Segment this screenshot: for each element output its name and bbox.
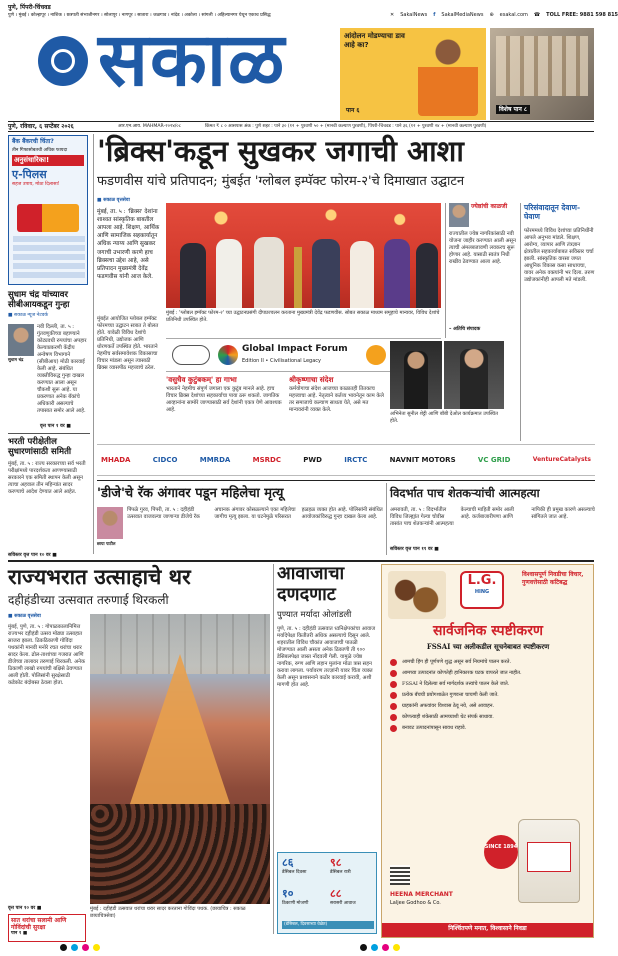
ad-headline: आंदोलन मोडण्याचा डाव आहे का? [344, 32, 405, 49]
sponsor-logo-5: PWD [303, 455, 322, 464]
forum-title: Global Impact Forum [242, 344, 348, 354]
promo-question: बैंक बैंकरची चिंता? [12, 138, 54, 145]
sponsor-logo-4: MSRDC [252, 455, 281, 464]
edition-line: पुणे, पिंपरी-चिंचवड [8, 4, 51, 11]
promo-brand: ए-पिलस [12, 167, 47, 181]
speaker-2-figure [460, 349, 488, 409]
x-icon: ✕ [390, 12, 395, 18]
lead-byline: ■ सकाळ वृत्तसेवा [97, 198, 130, 203]
social-handle-1[interactable]: SakalNews [400, 12, 428, 18]
festival-headline[interactable]: राज्यभरात उत्साहाचे थर [8, 564, 191, 589]
left-story-1-more[interactable]: वृत्त पान १ वर ■ [40, 424, 71, 429]
brief-portrait [449, 203, 469, 227]
noise-text: पुणे, ता. ५ : दहीहंडी उत्सवात ध्वनिक्षेपकांचा आवाज मर्यादेपेक्षा कितीतरी अधिक असल्याचे दिसून आले. शहरातील विविध चौकांत आवाजाची पातळी मोजण्यात आली असता अनेक ठिकाणी ती १०० डेसिबलपेक्षा जास्त नोंदवली गेली. यामुळे ज्येष्ठ नागरिक, रुग्ण आणि लहान मुलांना मोठा त्रास सहन करावा लागला. पर्यावरण तज्ज्ञांनी यावर चिंता व्यक्त केली असून प्रशासनाने कठोर कारवाई करावी, अशी मागणी होत आहे. [277, 626, 376, 689]
cities-strip: पुणे । मुंबई । कोल्हापूर । नाशिक । छत्रपती संभाजीनगर । सोलापूर । नागपूर । सातारा । जळगाव । नांदेड । अकोला । सांगली । अहिल्यानगर येथून एकाच प्रसिद्ध [8, 13, 271, 18]
ad-since-badge: SINCE 1894 [484, 835, 518, 869]
victim-name: छाया पाटील [97, 541, 116, 546]
festival-text: मुंबई, पुणे, ता. ५ : गोपाळकालानिमित्त राज्यभर दहीहंडी उत्सव मोठ्या उत्साहात साजरा झाला. ठिकठिकाणी गोविंदा पथकांनी मानवी मनोरे रचत थरांचा थरार सादर केला. ढोल-ताशांच्या गजरात आणि डीजेच्या तालावर तरुणाई थिरकली. अनेक ठिकाणी लाखो रुपयांची बक्षिसे ठेवण्यात आली होती. पोलिसांनी सुरक्षेसाठी कडेकोट बंदोबस्त ठेवला होता. [8, 624, 85, 687]
boxed-brief-title: सात थरांचा सलामी आणि गोविंदांची सुरक्षा [11, 917, 67, 932]
festival-subhead: दहीहंडीच्या उत्सवात तरुणाई थिरकली [8, 593, 169, 607]
left-story-2-text: मुंबई, ता. ५ : राज्य सरकारच्या सर्व भरती परीक्षांमध्ये पारदर्शकता आणण्यासाठी सरकारने एक समिती स्थापन केली असून त्याचा अहवाल तीन महिन्यांत सादर करण्याचे आदेश देण्यात आले आहेत. [8, 461, 86, 496]
price-info: किंमत ₹ ८ ० आसपास अंक : पुणे शहर : पाने ३० (१२ + पुरवणी ५० + (मानवी कल्याण पुरवणी), पिंपरी-चिंचवड : पाने ३६ (१२ + पुरवणी २४ + (मानवी कल्याण पुरवणी) [205, 124, 487, 129]
noise-stat-4 [330, 887, 374, 906]
phone-icon: ☎ [533, 12, 541, 18]
ad-point-text: कोणत्याही शंकेसाठी आमच्याशी थेट संपर्क साधावा. [402, 714, 494, 720]
ad-company: Laljee Godhoo & Co. [390, 900, 441, 906]
social-bar [390, 12, 618, 18]
speaker-caption: अभिनेता सुनील शेट्टी आणि बॉबी देओल कार्यक्रमात उपस्थित होते. [390, 411, 498, 424]
promo-title: अनुसंधारिका! [12, 155, 84, 166]
masthead-logo-area [10, 17, 350, 104]
brief-author: – अतिथि संपादक [449, 327, 481, 332]
ad-point-text: FSSAI ने दिलेल्या सर्व मार्गदर्शक तत्त्वांचे पालन केले जाते. [402, 681, 510, 687]
sponsor-logo-1: MHADA [101, 455, 131, 464]
sponsor-logo-9: VentureCatalysts [532, 456, 591, 464]
partner-logo-1 [366, 345, 386, 365]
registration: आर.एन.आय. MAHMAR-२०२४/०८ [118, 124, 182, 129]
ad-title: सार्वजनिक स्पष्टीकरण [432, 623, 544, 639]
left-story-1-text: नवी दिल्ली, ता. ५ : गुंतवणुकीच्या बहाण्याने कोट्यवधी रुपयांचा अपहार केल्याप्रकरणी केंद्रीय अन्वेषण विभागाने (सीबीआय) मोठी कारवाई केली आहे. संबंधित व्यक्तीविरुद्ध गुन्हा दाखल करण्यात आला असून चौकशी सुरू आहे. या प्रकरणात अनेक बँकांचे अधिकारी असल्याचे तपासात समोर आले आहे. [37, 324, 87, 415]
lead-photo-caption: मुंबई : 'ग्लोबल इम्पॅक्ट फोरम-२' च्या उद्घाटनप्रसंगी दीपप्रज्वलन करताना मुख्यमंत्री देवेंद्र फडणवीस. सोबत सकाळ माध्यम समूहाचे मान्यवर, विविध देशांचे प्रतिनिधी उपस्थित होते. [166, 310, 440, 323]
promo-collage [496, 36, 588, 96]
lead-subhead: फडणवीस यांचे प्रतिपादन; मुंबईत 'ग्लोबल इम्पॅक्ट फोरम-२'चे दिमाखात उद्घाटन [97, 174, 465, 189]
noise-stat-3-value: १० [282, 887, 294, 900]
lead-photo-lamp [294, 247, 302, 308]
boxed-brief[interactable] [8, 914, 86, 942]
noise-stat-2-label: डेसिबल रात्री [330, 869, 351, 875]
lead-photo-lights [166, 203, 441, 233]
left-promo-box[interactable] [8, 135, 88, 285]
right-promo-photo[interactable] [490, 28, 594, 120]
left-story-1-byline: ■ सकाळ न्यूज नेटवर्क [8, 313, 49, 318]
website-link[interactable]: esakal.com [499, 12, 528, 18]
ad-point [390, 659, 586, 666]
lg-hing-ad[interactable] [381, 564, 594, 938]
ad-qr-code[interactable] [390, 865, 410, 885]
ad-footer: निश्चिंतपणे मनात, विश्वासाने निवडा [382, 923, 593, 937]
globe-icon: ⊕ [489, 12, 494, 18]
ad-jar-label [527, 842, 571, 872]
noise-stat-3-label: ठिकाणी मोजणी [282, 900, 309, 906]
ad-brand-sub: HING [474, 589, 490, 596]
dateline: पुणे, रविवार, ६ सप्टेंबर २०२६ [8, 123, 74, 130]
print-color-bar [360, 944, 402, 951]
victim-portrait [97, 507, 123, 539]
promo-product-image [17, 204, 79, 232]
ad-point [390, 681, 586, 688]
brief-box [449, 203, 517, 338]
festival-photo-crowd [90, 804, 270, 904]
sponsor-logo-3: MMRDA [199, 455, 231, 464]
festival-photo[interactable] [90, 614, 270, 904]
left-story-2-more[interactable]: सविस्तर वृत्त पान १० वर ■ [8, 553, 57, 558]
ad-brand: L.G. [467, 573, 497, 588]
ad-corner-text: विश्वासपूर्ण निवडीचा विचार, गुणवत्तेसाठी कटिबद्ध [522, 571, 584, 586]
story-farmers-headline[interactable]: विदर्भात पाच शेतकऱ्यांची आत्महत्या [390, 486, 540, 500]
speaker-photo-2[interactable] [444, 341, 504, 409]
noise-stats-box [277, 852, 377, 934]
promo-feature-list [13, 236, 85, 278]
ad-point-text: ग्राहकांनी अफवांवर विश्वास ठेवू नये, असे आवाहन. [402, 703, 495, 709]
noise-subhead: पुण्यात मर्यादा ओलांडली [277, 610, 352, 620]
ad-point [390, 703, 586, 710]
ad-subtitle: FSSAI च्या अलीकडील सूचनेबाबत स्पष्टीकरण [426, 642, 550, 651]
sun-icon [51, 49, 75, 73]
noise-stat-2-value: ९८ [330, 856, 342, 869]
sub-story-2-text: कर्मयोगाचा संदेश आजच्या काळातही तितकाच महत्त्वाचा आहे. नेतृत्वाने कर्तव्य भावनेतून काम केले तर समाजाचे कल्याण साधता येते, असे मत मान्यवरांनी व्यक्त केले. [289, 386, 384, 414]
sub-story-2-headline[interactable]: श्रीकृष्णाचा संदेश [289, 375, 334, 384]
speaker-photo-1[interactable] [390, 341, 442, 409]
ad-point [390, 714, 586, 721]
masthead-ad[interactable] [340, 28, 486, 120]
social-handle-2[interactable]: SakalMediaNews [441, 12, 484, 18]
noise-headline[interactable]: आवाजाचा दणदणाट [277, 563, 345, 605]
ad-point [390, 725, 586, 732]
facebook-icon: f [433, 12, 436, 18]
lead-photo-person-1 [180, 243, 206, 308]
ad-page-ref: पान ६ [346, 106, 360, 114]
print-color-bar [60, 944, 102, 951]
ad-points-list [390, 659, 586, 732]
left-story-1-portrait [8, 324, 34, 356]
right-page-ref: विशेष पान ८ [496, 105, 530, 115]
left-story-1-portrait-name: सुधाम चंद्र [8, 357, 24, 362]
ad-person-photo [418, 34, 478, 116]
forum-emblem [218, 345, 238, 365]
sponsor-logo-6: IRCTC [344, 455, 368, 464]
ad-point-text: बनावट उत्पादनांपासून सावध राहावे. [402, 725, 467, 731]
story-dj-headline[interactable]: 'डीजे'चे रॅक अंगावर पडून महिलेचा मृत्यू [97, 486, 284, 501]
noise-stat-2 [330, 856, 374, 875]
forum-logo-globe [172, 345, 210, 365]
left-story-1-headline[interactable]: सुधाम चंद्र यांच्यावर सीबीआयकडून गुन्हा [8, 290, 70, 311]
noise-stat-4-value: ८८ [330, 887, 342, 900]
lead-photo[interactable] [166, 203, 441, 308]
noise-stat-4-label: सरासरी आवाज [330, 900, 356, 906]
ad-point-text: आमची हिंग ही पूर्णपणे शुद्ध असून सर्व नियमांचे पालन करते. [402, 659, 512, 665]
story-farmers-more[interactable]: सविस्तर वृत्त पान ११ वर ■ [390, 547, 439, 552]
lead-photo-person-5 [350, 241, 374, 308]
lead-intro: मुंबई, ता. ५ : 'ब्रिक्स' देशांना शाश्वत सांस्कृतिक बाबतील आपला आहे. शिक्षण, आर्थिक आणि सामाजिक सहकार्यातून अधिक न्याय्य आणि सुखकर जगाची उभारणी करणे हाच ब्रिक्सचा उद्देश आहे, असे प्रतिपादन मुख्यमंत्री देवेंद्र फडणवीस यांनी आज केले. [97, 209, 160, 280]
boxed-brief-more: पान १ ■ [11, 931, 28, 937]
forum-subtitle: Edition II • Civilisational Legacy [242, 358, 321, 364]
noise-stat-1 [282, 856, 326, 875]
noise-stats-note: (डेसिबल, दिवसाच्या वेळेत) [282, 921, 374, 929]
noise-stat-1-value: ८६ [282, 856, 294, 869]
sub-story-1-text: भारताने नेहमीच संपूर्ण जगाला एक कुटुंब मानले आहे. हाच विचार ब्रिक्स देशांच्या सहकार्याचा पाया ठरू शकतो. जागतिक आव्हानांना सामोरे जाण्यासाठी सर्व देशांनी एकत्र येणे आवश्यक आहे. [166, 386, 282, 414]
sponsor-logo-2: CIDCO [152, 455, 178, 464]
column-title[interactable]: परिसंवादातून देवाण-घेवाण [524, 203, 581, 221]
festival-photo-caption: मुंबई : दहीहंडी उत्सवात थरांचा थरार सादर करताना गोविंदा पथक. (छायाचित्र : सकाळ छायाचित्रसेवा) [90, 906, 246, 919]
left-story-2-headline[interactable]: भरती परीक्षेतील सुधारणांसाठी समिती [8, 437, 72, 458]
ad-spice-image [388, 571, 446, 619]
lead-photo-person-4 [312, 239, 340, 308]
speaker-1-figure [404, 351, 428, 409]
brief-title[interactable]: ज्येष्ठांची काळजी [471, 203, 508, 210]
ad-brand-emblem [460, 571, 504, 609]
story-dj-text: पिंपळे गुरव, पिंपरी, ता. ५ : दहीहंडी उत्सवात वाजवल्या जाणाऱ्या डीजेचे रॅक अचानक अंगावर कोसळल्याने एका महिलेचा जागीच मृत्यू झाला. या घटनेमुळे परिसरात हळहळ व्यक्त होत आहे. पोलिसांनी संबंधित आयोजकांविरुद्ध गुन्हा दाखल केला आहे. [127, 507, 383, 521]
column-text: फोरममध्ये विविध देशांच्या प्रतिनिधींनी आपले अनुभव मांडले. शिक्षण, आरोग्य, व्यापार आणि तंत्रज्ञान क्षेत्रातील सहकार्याबाबत सविस्तर चर्चा झाली. सांस्कृतिक वारसा जपत आधुनिक विकास कसा साधायचा, यावर अनेक वक्त्यांनी भर दिला. तरुण उद्योजकांनीही आपली मते मांडली. [524, 228, 595, 284]
toll-free: TOLL FREE: 9881 598 815 [546, 12, 618, 18]
story-farmers-text: अमरावती, ता. ५ : विदर्भातील विविध जिल्ह्यांत गेल्या चोवीस तासांत पाच शेतकऱ्यांनी आत्महत्या केल्याची माहिती समोर आली आहे. कर्जबाजारीपणा आणि नापिकी ही प्रमुख कारणे असल्याचे सांगितले जात आहे. [390, 507, 595, 528]
logo[interactable]: सकाळ [98, 17, 287, 103]
sub-story-1-headline[interactable]: 'वसुधैव कुटुंबकम्' हा गाभा [166, 375, 237, 384]
ad-point [390, 670, 586, 677]
ad-point-text: आमच्या उत्पादनांत कोणतेही हानिकारक घटक वापरले जात नाहीत. [402, 670, 522, 676]
logo-emblem [38, 36, 88, 86]
sponsor-strip [97, 444, 595, 476]
promo-subline: तीन गिफ्टसोबतची अधिक फायदा [12, 147, 68, 153]
brief-text: राज्यातील ज्येष्ठ नागरिकांसाठी नवी योजना जाहीर करण्यात आली असून त्याची अंमलबजावणी लवकरच सुरू होणार आहे. यासाठी स्वतंत्र निधी राखीव ठेवण्यात आला आहे. [449, 231, 516, 266]
lead-headline[interactable]: 'ब्रिक्स'कडून सुखकर जगाची आशा [97, 134, 464, 168]
lead-photo-person-7 [416, 243, 438, 308]
ad-point-text: प्रत्येक बॅचची प्रयोगशाळेत गुणवत्ता चाचणी केली जाते. [402, 692, 499, 698]
festival-photo-pyramid [130, 654, 230, 804]
sponsor-logo-7: NAVNIT MOTORS [389, 455, 456, 464]
lead-photo-person-2 [216, 239, 242, 308]
ad-point [390, 692, 586, 699]
ad-jar-image [518, 819, 580, 903]
ad-signatory: HEENA MERCHANT [390, 891, 453, 898]
lead-text: मुंबईत आयोजित ग्लोबल इम्पॅक्ट फोरमच्या उद्घाटन सत्रात ते बोलत होते. यावेळी विविध देशांचे प्रतिनिधी, उद्योजक आणि धोरणकर्ते उपस्थित होते. भारताने नेहमीच सर्वसमावेशक विकासाचा विचार मांडला असून त्यासाठी ब्रिक्स व्यासपीठ महत्त्वाचे ठरेल. [97, 316, 159, 372]
noise-stat-1-label: डेसिबल दिवसा [282, 869, 307, 875]
promo-note: सहज उपाय, मोठा दिलासा! [12, 181, 60, 187]
lead-photo-person-3 [254, 237, 284, 308]
festival-byline: ■ सकाळ वृत्तसेवा [8, 614, 41, 619]
sponsor-logo-8: VC GRID [477, 455, 511, 464]
lead-photo-person-6 [384, 239, 410, 308]
festival-more[interactable]: वृत्त पान १० वर ■ [8, 906, 42, 911]
noise-stat-3 [282, 887, 326, 906]
